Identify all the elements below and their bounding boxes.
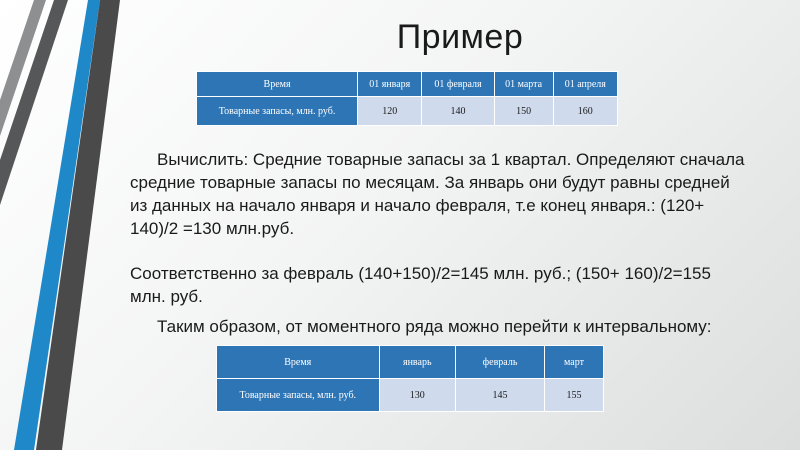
value-cell: 150 (494, 97, 553, 126)
slide-title: Пример (396, 18, 524, 56)
value-cell: 140 (422, 97, 494, 126)
paragraph-calculation: Вычислить: Средние товарные запасы за 1 квартал. Определяют сначала средние товарные запасы по месяцам. За январь они будут равны средней из данных на начало января и начало февраля, т.е конец января.: (120+ 140)/2 =130 млн.руб. (130, 150, 745, 238)
paragraph-february: Соответственно за февраль (140+150)/2=145 млн. руб.; (150+ 160)/2=155 млн. руб. (130, 264, 711, 306)
header-cell: март (545, 346, 604, 379)
value-cell: 155 (545, 379, 604, 412)
value-cell: 145 (456, 379, 545, 412)
value-cell: 160 (553, 97, 617, 126)
header-cell: февраль (456, 346, 545, 379)
stock-table-intervals (216, 345, 604, 412)
header-cell: Время (197, 72, 358, 97)
row-label-cell: Товарные запасы, млн. руб. (197, 97, 358, 126)
decorative-stripes (0, 0, 120, 450)
table-row (197, 97, 618, 126)
header-cell: 01 апреля (553, 72, 617, 97)
header-cell: Время (217, 346, 380, 379)
table-header-row (197, 72, 618, 97)
header-cell: 01 февраля (422, 72, 494, 97)
table-header-row (217, 346, 604, 379)
value-cell: 120 (358, 97, 422, 126)
paragraph-conclusion: Таким образом, от моментного ряда можно перейти к интервальному: (157, 317, 712, 336)
value-cell: 130 (379, 379, 455, 412)
row-label-cell: Товарные запасы, млн. руб. (217, 379, 380, 412)
stock-table-moments (196, 71, 618, 126)
header-cell: 01 января (358, 72, 422, 97)
table-row (217, 379, 604, 412)
header-cell: январь (379, 346, 455, 379)
header-cell: 01 марта (494, 72, 553, 97)
